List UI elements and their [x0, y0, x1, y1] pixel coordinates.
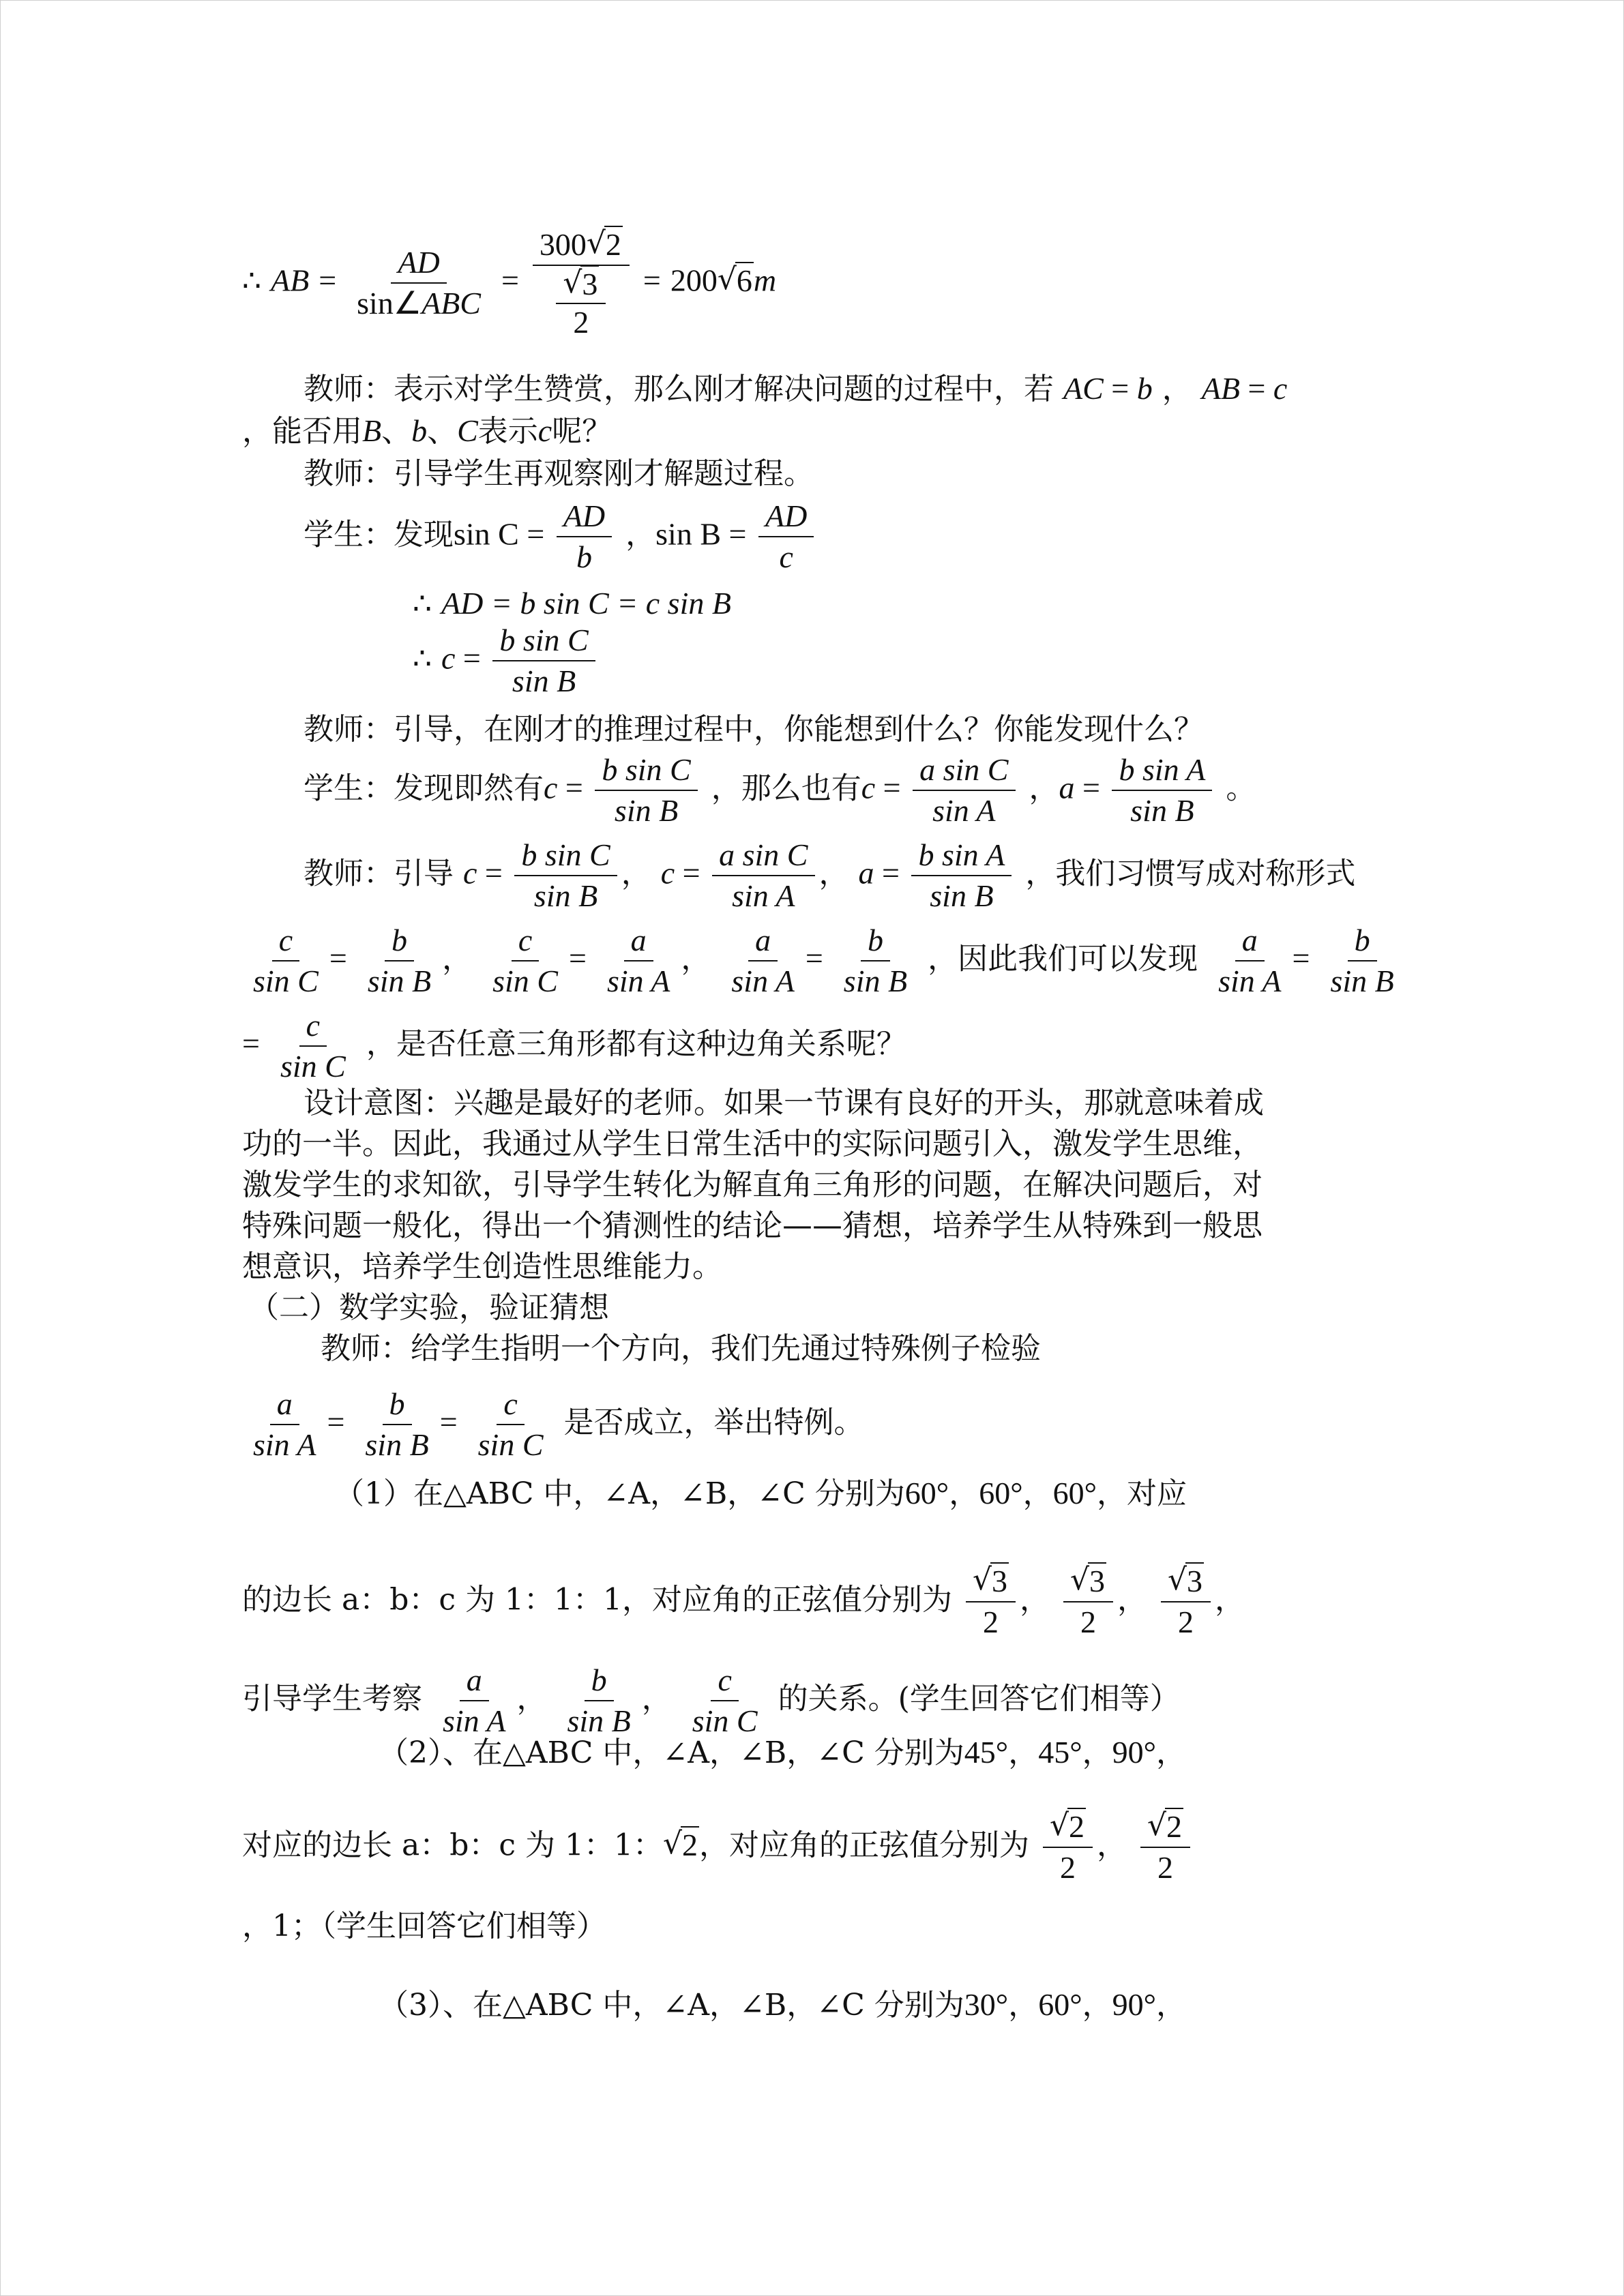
example-1-line-1: （1）在△ABC 中，∠A，∠B，∠C 分别为60°，60°，60°，对应: [334, 1476, 1187, 1511]
example-1-line-3: 引导学生考察 $\frac{a}{\text{sin A}}$ ， $\frac{b}{\text{sin B}}$ ， $\frac{c}{\text{sin C}}$ 的关系。(学生回答它们相等）: [242, 1660, 1180, 1741]
example-1-line-2: 的边长 a：b：c 为 1：1：1，对应角的正弦值分别为 √ $\frac{3}{2}$ ， √ $\frac{3}{2}$ ， √ $\frac{3}{2}$ ，: [242, 1562, 1245, 1642]
design-intent-line-4: 特殊问题一般化，得出一个猜测性的结论——猜想，培养学生从特殊到一般思: [242, 1208, 1263, 1243]
ratio-equalities-line: $\frac{c}{\text{sin C}}$ = $\frac{b}{\text{sin B}}$ ， $\frac{c}{\text{sin C}}$ = $\frac{a}{\text{sin A}}$ ， $\frac{a}{\text{sin A}}$ = $\frac{b}{\text{sin B}}$ ，因此我们可以发现 $\frac{a}{\text{sin A}}$ = $\frac{b}{\text{sin B}}$: [242, 921, 1405, 1001]
example-3-line-1: （3）、在△ABC 中，∠A，∠B，∠C 分别为30°，60°，90°，: [379, 1987, 1186, 2023]
equation-ab: ∴ AB = $\frac{AD}{\text{sin∠ABC}}$ = 300√ 2 √ $\frac{3}{2}$ = 200√ 6m: [242, 225, 776, 341]
student-derivation-line: 学生：发现即然有c = $\frac{\text{b sin C}}{\text{sin B}}$ ，那么也有c = $\frac{\text{a sin C}}{\text{sin A}}$ ，a = $\frac{\text{b sin A}}{\text{sin B}}$ 。: [304, 750, 1256, 831]
law-of-sines-line: $\frac{a}{\text{sin A}}$ = $\frac{b}{\text{sin B}}$ = $\frac{c}{\text{sin C}}$ 是否成立，举出特例。: [242, 1384, 864, 1465]
design-intent-line-3: 激发学生的求知欲，引导学生转化为解直角三角形的问题，在解决问题后，对: [242, 1167, 1263, 1202]
fraction-300sqrt2: 300√ 2 √ $\frac{3}{2}$: [533, 225, 630, 341]
section-heading: （二）数学实验，验证猜想: [249, 1290, 609, 1325]
example-2-line-2: 对应的边长 a：b：c 为 1：1：√ 2，对应角的正弦值分别为 √ $\frac{2}{2}$ ， √ $\frac{2}{2}$: [242, 1807, 1194, 1888]
design-intent-line-1: 设计意图：兴趣是最好的老师。如果一节课有良好的开头，那就意味着成: [304, 1086, 1264, 1120]
teacher-symmetric-line: 教师：引导 c = $\frac{\text{b sin C}}{\text{sin B}}$ ， c = $\frac{\text{a sin C}}{\text{sin A}}$ ， a = $\frac{\text{b sin A}}{\text{sin B}}$ ，我们习惯写成对称形式: [304, 835, 1355, 916]
teacher-praise-line: 教师：表示对学生赞赏，那么刚才解决问题的过程中，若 AC = b ， AB = c: [304, 371, 1288, 406]
equation-ad: ∴ AD = b sin C = c sin B: [413, 586, 731, 621]
teacher-direction-line: 教师：给学生指明一个方向，我们先通过特殊例子检验: [321, 1331, 1041, 1366]
teacher-guide-line: 教师：引导学生再观察刚才解题过程。: [304, 456, 814, 491]
example-2-line-3: ，1；（学生回答它们相等）: [242, 1909, 606, 1943]
teacher-question-line: ，能否用B、b、C表示c呢？: [242, 413, 612, 449]
question-all-triangles-line: = $\frac{c}{\text{sin C}}$ ，是否任意三角形都有这种边角关系呢？: [242, 1006, 906, 1086]
example-2-line-1: （2）、在△ABC 中，∠A，∠B，∠C 分别为45°，45°，90°，: [379, 1735, 1186, 1770]
teacher-guide-think-line: 教师：引导，在刚才的推理过程中，你能想到什么？你能发现什么？: [304, 712, 1204, 747]
design-intent-line-2: 功的一半。因此，我通过从学生日常生活中的实际问题引入，激发学生思维，: [242, 1127, 1263, 1161]
student-discovery-line: 学生：发现sin C = $\frac{AD}{b}$ ，sin B = $\frac{AD}{c}$: [304, 496, 818, 577]
fraction-ad-over-sin: $\frac{AD}{\text{sin∠ABC}}$: [350, 243, 488, 323]
design-intent-line-5: 想意识，培养学生创造性思维能力。: [242, 1249, 722, 1284]
equation-c: ∴ c = $\frac{\text{b sin C}}{\text{sin B}}$: [413, 621, 600, 701]
